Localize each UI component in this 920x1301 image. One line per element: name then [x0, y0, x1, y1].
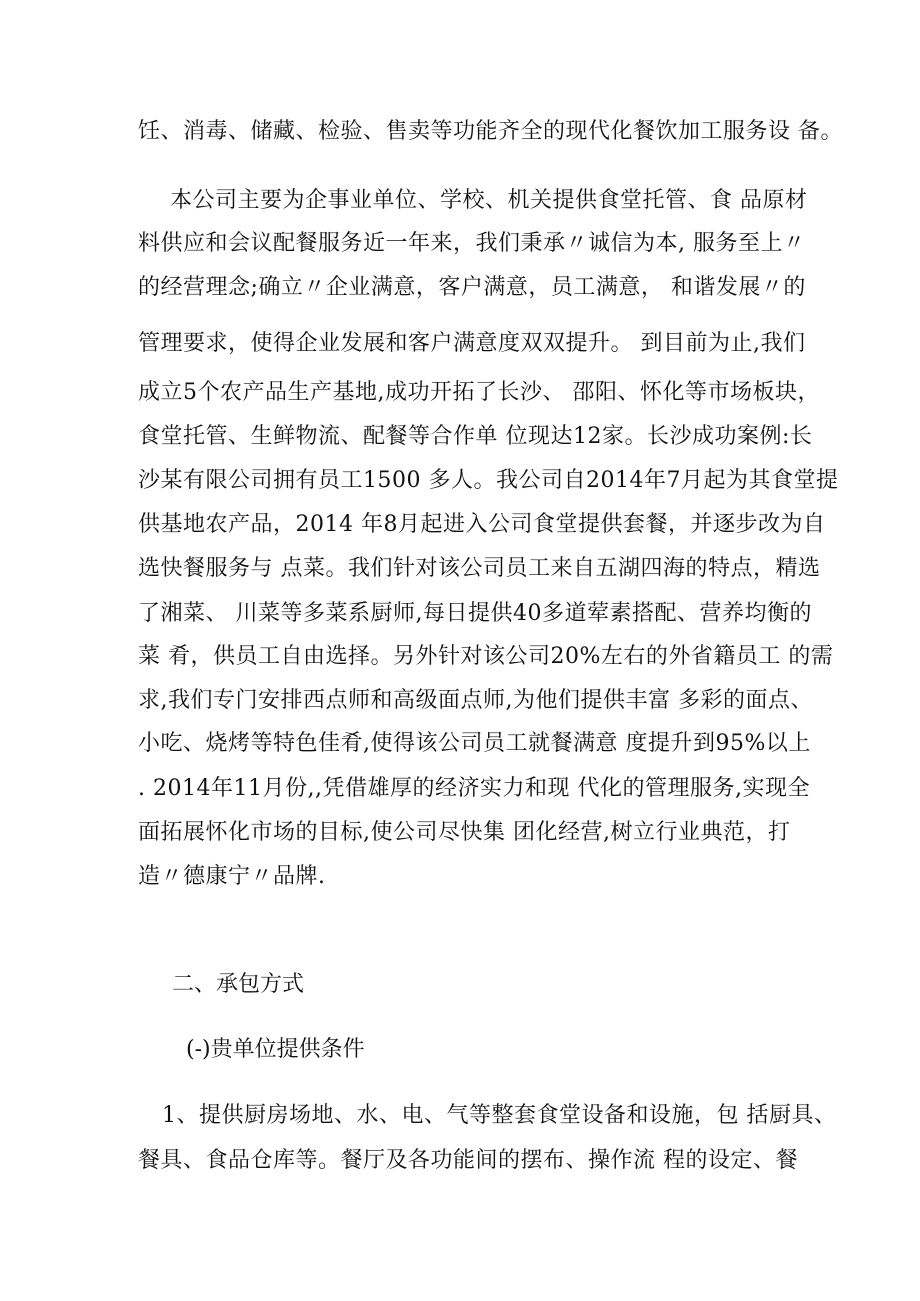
text-line: 造〃德康宁〃品牌. [138, 864, 326, 889]
text-line: 供基地农产品，2014 年8月起进入公司食堂提供套餐，并逐步改为自 [138, 512, 826, 537]
text-line: 本公司主要为企事业单位、学校、机关提供食堂托管、食 品原材 [170, 188, 808, 213]
text-line: 管理要求，使得企业发展和客户满意度双双提升。 到目前为止,我们 [138, 331, 806, 356]
text-line: 了湘菜、 川菜等多菜系厨师,每日提供40多道荤素搭配、营养均衡的 [138, 601, 812, 626]
text-line: 食堂托管、生鲜物流、配餐等合作单 位现达12家。长沙成功案例:长 [138, 424, 813, 449]
text-line: 面拓展怀化市场的目标,使公司尽快集 团化经营,树立行业典范，打 [138, 820, 791, 845]
text-line: 沙某有限公司拥有员工1500 多人。我公司自2014年7月起为其食堂提 [138, 468, 839, 493]
section-heading: 二、承包方式 [172, 972, 305, 997]
text-line: 的经营理念;确立〃企业满意，客户满意，员工满意， 和谐发展〃的 [138, 275, 806, 300]
subsection-heading: (-)贵单位提供条件 [186, 1037, 365, 1062]
text-line: 料供应和会议配餐服务近一年来，我们秉承〃诚信为本, 服务至上〃 [138, 231, 806, 256]
text-line: 饪、消毒、储藏、检验、售卖等功能齐全的现代化餐饮加工服务设 备。 [138, 119, 843, 144]
text-line: 成立5个农产品生产基地,成功开拓了长沙、 邵阳、怀化等市场板块， [138, 380, 820, 405]
text-line: 小吃、烧烤等特色佳肴,使得该公司员工就餐满意 度提升到95%以上 [138, 731, 811, 756]
text-line: 餐具、食品仓库等。餐厅及各功能间的摆布、操作流 程的设定、餐 [138, 1148, 798, 1173]
text-line: 1、提供厨房场地、水、电、气等整套食堂设备和设施，包 括厨具、 [162, 1103, 837, 1128]
text-line: . 2014年11月份,,凭借雄厚的经济实力和现 代化的管理服务,实现全 [138, 776, 810, 801]
text-line: 选快餐服务与 点菜。我们针对该公司员工来自五湖四海的特点，精选 [138, 556, 821, 581]
text-line: 求,我们专门安排西点师和高级面点师,为他们提供丰富 多彩的面点、 [138, 688, 813, 713]
text-line: 菜 肴，供员工自由选择。另外针对该公司20%左右的外省籍员工 的需 [138, 644, 834, 669]
